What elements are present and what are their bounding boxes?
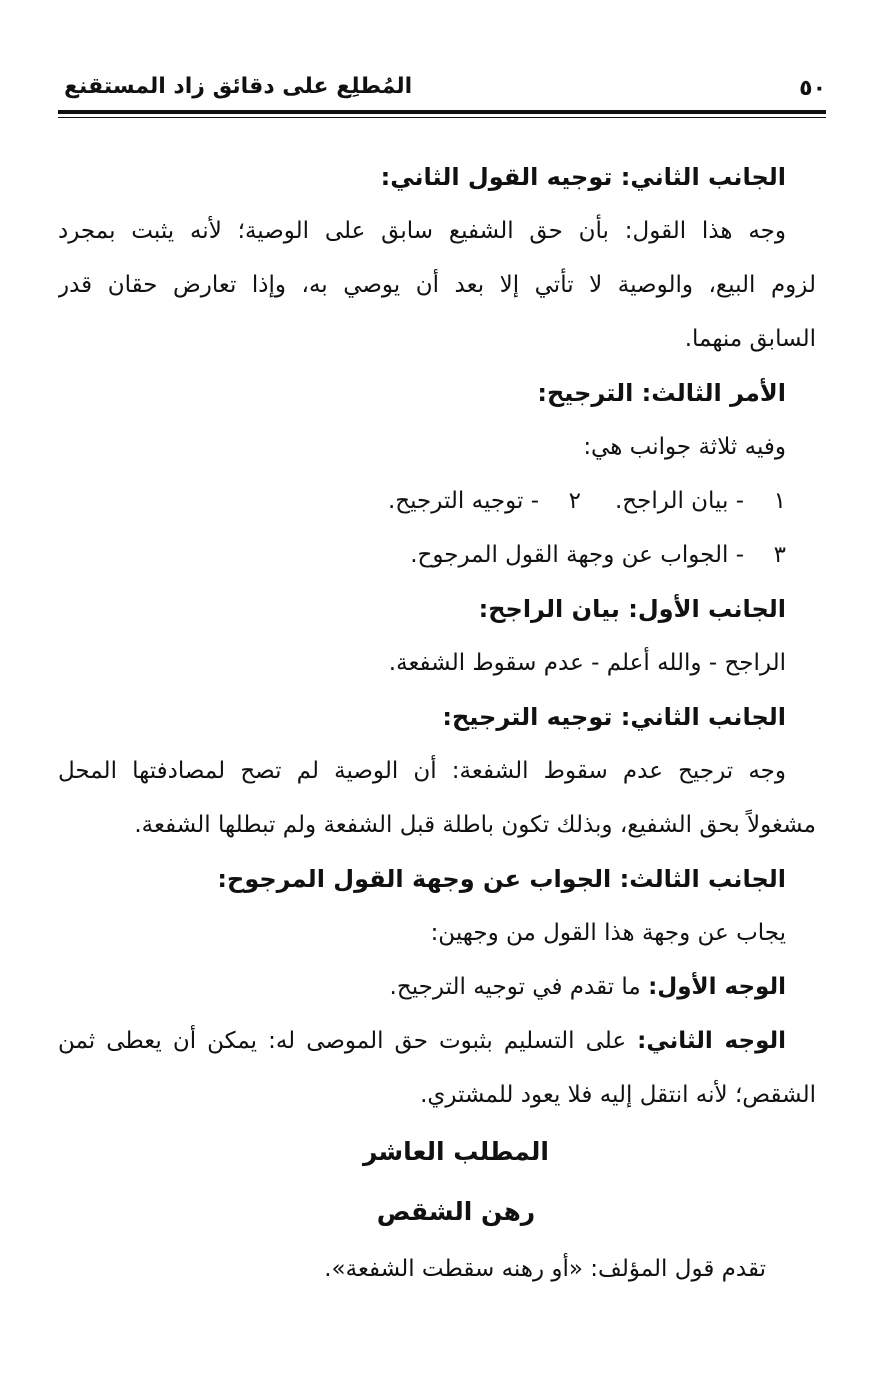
heading-first-side: الجانب الأول: بيان الراجح:	[478, 595, 786, 623]
list-text: - الجواب عن وجهة القول المرجوح.	[410, 542, 744, 568]
list-number: ٢	[568, 488, 581, 514]
list-item	[58, 528, 816, 582]
paragraph-line: الراجح - والله أعلم - عدم سقوط الشفعة.	[388, 650, 786, 676]
paragraph-line: وفيه ثلاثة جوانب هي:	[583, 434, 786, 460]
heading-third-matter: الأمر الثالث: الترجيح:	[537, 379, 786, 407]
list-item	[388, 474, 581, 528]
heading-third-side: الجانب الثالث: الجواب عن وجهة القول المرجوح:	[217, 865, 786, 893]
section-title: المطلب العاشر	[362, 1137, 550, 1166]
paragraph-line	[58, 960, 816, 1014]
section-subtitle: رهن الشقص	[376, 1197, 536, 1226]
running-header	[58, 72, 826, 106]
paragraph-line: مشغولاً بحق الشفيع، وبذلك تكون باطلة قبل الشفعة ولم تبطلها الشفعة.	[134, 812, 816, 838]
paragraph-line: وجه ترجيح عدم سقوط الشفعة: أن الوصية لم تصح لمصادفتها المحل	[58, 758, 786, 784]
list-item	[581, 474, 786, 528]
header-rule	[58, 110, 826, 114]
header-rule-thin	[58, 117, 826, 118]
paragraph-line: وجه هذا القول: بأن حق الشفيع سابق على الوصية؛ لأنه يثبت بمجرد	[58, 218, 786, 244]
paragraph-line: الشقص؛ لأنه انتقل إليه فلا يعود للمشتري.	[420, 1082, 816, 1108]
book-title: المُطلِع على دقائق زاد المستقنع	[64, 74, 413, 99]
page-number: ٥٠	[799, 76, 826, 101]
list-number: ٣	[773, 542, 786, 568]
paragraph-line: تقدم قول المؤلف: «أو رهنه سقطت الشفعة».	[324, 1256, 766, 1282]
heading-second-side: الجانب الثاني: توجيه القول الثاني:	[380, 163, 786, 191]
paragraph-line: لزوم البيع، والوصية لا تأتي إلا بعد أن يوصي به، وإذا تعارض حقان قدر	[58, 272, 816, 298]
lead-term: الوجه الثاني:	[637, 1028, 787, 1054]
paragraph-line: يجاب عن وجهة هذا القول من وجهين:	[430, 920, 786, 946]
list-text: - بيان الراجح.	[614, 488, 744, 514]
numbered-list-row	[58, 474, 816, 528]
lead-term: الوجه الأول:	[648, 974, 786, 1000]
paragraph-line: السابق منهما.	[684, 326, 816, 352]
list-text: - توجيه الترجيح.	[387, 488, 539, 514]
lead-text: على التسليم بثبوت حق الموصى له: يمكن أن يعطى ثمن	[58, 1028, 627, 1054]
list-number: ١	[773, 488, 786, 514]
heading-second-side-b: الجانب الثاني: توجيه الترجيح:	[442, 703, 786, 731]
lead-text: ما تقدم في توجيه الترجيح.	[389, 974, 641, 1000]
page-content	[58, 150, 816, 1296]
paragraph-line	[58, 1014, 816, 1068]
